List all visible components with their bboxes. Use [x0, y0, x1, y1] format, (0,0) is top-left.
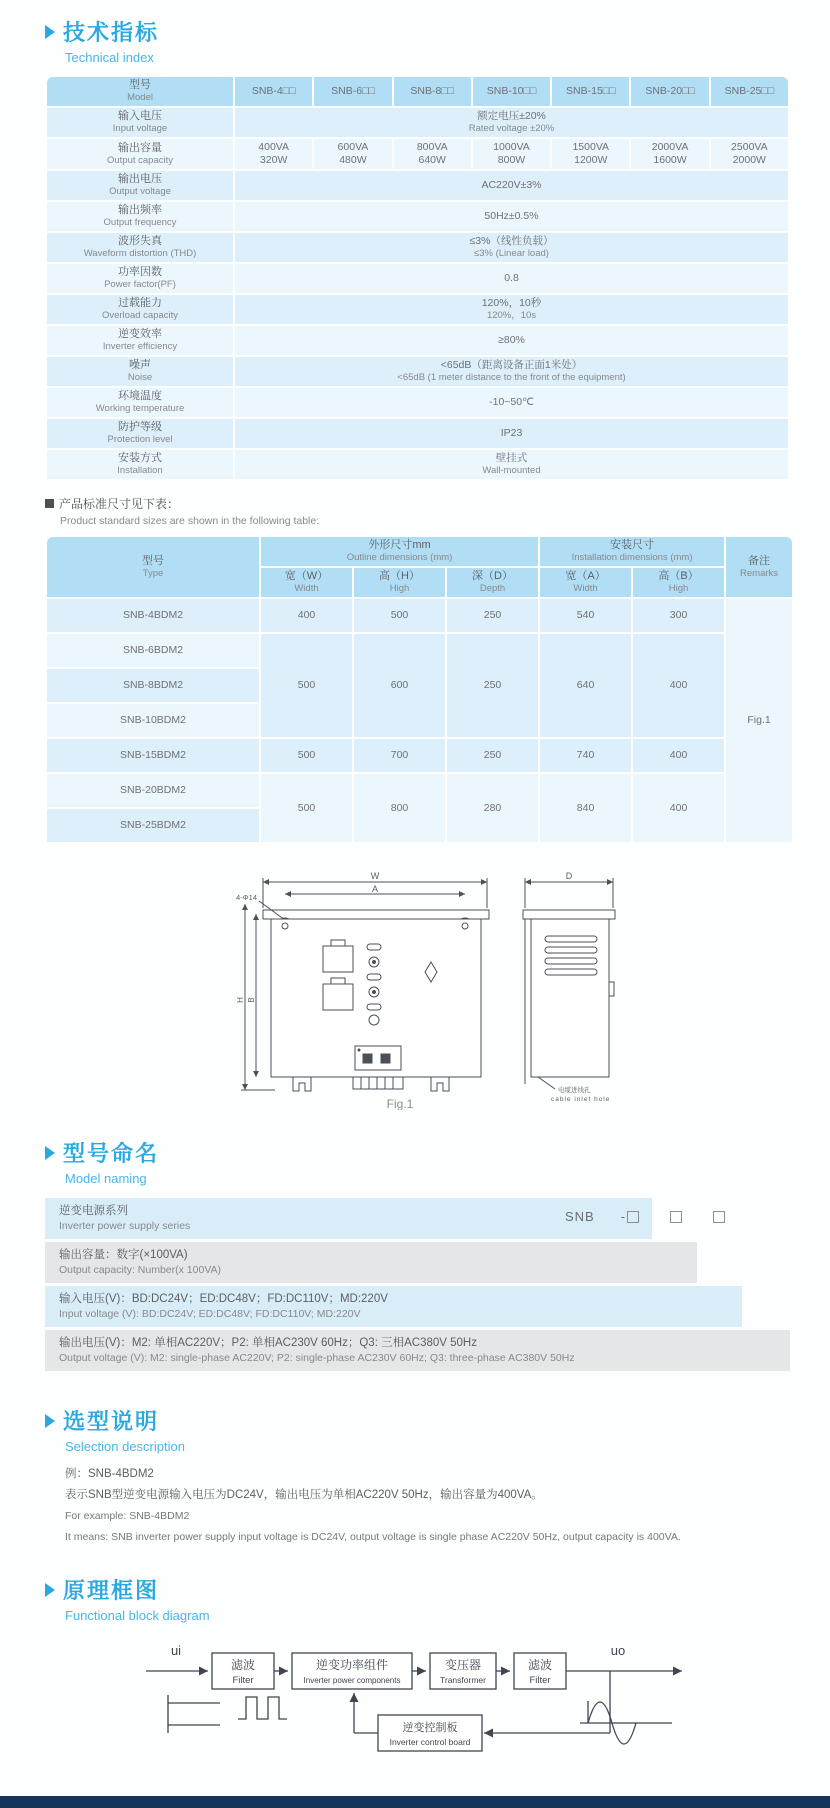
section-subtitle: Technical index [65, 50, 154, 65]
size-header-row-1 [47, 537, 792, 566]
capacity-w: 1200W [574, 154, 608, 166]
model-cell: SNB-15□□ [552, 77, 629, 106]
dim-cell: 800 [354, 774, 445, 842]
row-label-en: Inverter efficiency [102, 341, 178, 352]
block-diagram-svg [140, 1637, 720, 1777]
technical-section-header [45, 16, 790, 47]
col-header-h: 高（H） High [354, 568, 445, 597]
transformer-en: Transformer [440, 1675, 486, 1685]
block-diagram [140, 1637, 790, 1782]
selection-text [65, 1464, 790, 1548]
spec-table [45, 75, 790, 481]
spec-row-output-frequency [47, 202, 788, 231]
section-subtitle: Selection description [65, 1439, 185, 1454]
spec-row-output-voltage [47, 171, 788, 200]
model-cell: SNB-4□□ [235, 77, 312, 106]
capacity-va: 800VA [416, 141, 448, 153]
dim-a-label: A [371, 884, 379, 894]
size-header-type [47, 537, 259, 597]
dim-cell: 400 [633, 739, 724, 772]
size-row [47, 599, 792, 632]
row-value: <65dB（距离设备正面1米处） [440, 359, 583, 371]
section-arrow-icon [45, 1583, 55, 1597]
naming-row-capacity [45, 1242, 697, 1283]
cable-inlet-en: cable inlet hole [551, 1096, 611, 1103]
outline-label-zh: 外形尺寸mm [368, 539, 431, 551]
spec-row-noise [47, 357, 788, 386]
model-cell: SNB-6□□ [314, 77, 391, 106]
naming-row-zh: 输出电压(V)：M2: 单相AC220V；P2: 单相AC230V 60Hz；Q3: 三相AC380V 50Hz [59, 1337, 477, 1349]
type-cell: SNB-10BDM2 [47, 704, 259, 737]
row-label-en: Output capacity [106, 154, 173, 166]
outline-label-en: Outline dimensions (mm) [346, 552, 453, 563]
row-label-zh: 输入电压 [118, 110, 162, 122]
size-row [47, 634, 792, 667]
dim-cell: 540 [540, 599, 631, 632]
spec-row-input-voltage [47, 108, 788, 137]
capacity-w: 480W [339, 154, 367, 166]
code-prefix: SNB [565, 1209, 595, 1224]
dim-cell: 740 [540, 739, 631, 772]
code-dash: - [620, 1209, 626, 1224]
row-label-zh: 防护等级 [118, 421, 162, 433]
dim-cell: 600 [354, 634, 445, 737]
capacity-va: 600VA [337, 141, 369, 153]
row-label-zh: 环境温度 [118, 390, 162, 402]
naming-row-en: Inverter power supply series [59, 1220, 191, 1232]
spec-header-model [47, 77, 233, 106]
size-header-remarks [726, 537, 792, 597]
filter1-zh: 滤波 [230, 1658, 256, 1672]
naming-row-zh: 输入电压(V)：BD:DC24V；ED:DC48V；FD:DC110V；MD:220V [59, 1293, 388, 1305]
naming-row-series [45, 1198, 652, 1239]
row-value: ≤3%（线性负载） [469, 235, 554, 247]
code-slot-1 [595, 1209, 639, 1224]
spec-header-row [47, 77, 788, 106]
row-value: -10~50℃ [489, 396, 534, 408]
section-arrow-icon [45, 25, 55, 39]
dim-cell: 840 [540, 774, 631, 842]
size-header-install [540, 537, 724, 566]
dim-cell: 400 [261, 599, 352, 632]
type-cell: SNB-8BDM2 [47, 669, 259, 702]
dim-cell: 250 [447, 634, 538, 737]
col-header-a: 宽（A） Width [540, 568, 631, 597]
row-value: 0.8 [504, 272, 519, 284]
col-header-d: 深（D） Depth [447, 568, 538, 597]
capacity-va: 2500VA [731, 141, 768, 153]
naming-row-en: Output capacity: Number(x 100VA) [59, 1264, 222, 1276]
row-value: AC220V±3% [481, 179, 542, 191]
figure-1 [235, 870, 790, 1115]
row-value: 壁挂式 [495, 452, 528, 464]
naming-row-zh: 输出容量：数字(×100VA) [59, 1249, 188, 1261]
model-cell: SNB-8□□ [394, 77, 471, 106]
model-label-en: Model [127, 92, 153, 103]
spec-row-efficiency [47, 326, 788, 355]
figure-caption: Fig.1 [386, 1097, 414, 1110]
model-cell: SNB-10□□ [473, 77, 550, 106]
row-value: 120%，10秒 [481, 297, 542, 309]
capacity-va: 400VA [258, 141, 290, 153]
section-arrow-icon [45, 1146, 55, 1160]
model-label-zh: 型号 [129, 79, 151, 91]
capacity-va: 1500VA [572, 141, 610, 153]
col-header-b: 高（B） High [633, 568, 724, 597]
row-label-en: Noise [127, 372, 153, 383]
row-label-en: Power factor(PF) [104, 279, 176, 290]
remarks-cell: Fig.1 [726, 599, 792, 842]
cabinet-drawing [235, 870, 635, 1110]
row-label-en: Overload capacity [101, 310, 179, 321]
code-box-icon [670, 1211, 682, 1223]
model-code [565, 1209, 725, 1224]
row-value: IP23 [500, 427, 523, 439]
code-box-icon [627, 1211, 639, 1223]
capacity-w: 1600W [653, 154, 687, 166]
spec-row-power-factor [47, 264, 788, 293]
holes-label: 4-Φ14 [236, 893, 257, 902]
spec-row-output-capacity [47, 139, 788, 169]
dim-b-label: B [247, 997, 256, 1003]
naming-row-en: Output voltage (V): M2: single-phase AC220V; P2: single-phase AC230V 60Hz; Q3: three-phase AC380V 50Hz [59, 1352, 575, 1364]
block-input-label: ui [170, 1643, 182, 1658]
size-header-outline [261, 537, 538, 566]
naming-section [45, 1137, 790, 1371]
selection-line: It means: SNB inverter power supply input voltage is DC24V, output voltage is single phase AC220V 50Hz, output capacity is 400VA. [65, 1531, 681, 1543]
row-label-en: Input voltage [112, 123, 168, 134]
dim-cell: 250 [447, 739, 538, 772]
model-cell: SNB-20□□ [631, 77, 708, 106]
section-title: 技术指标 [63, 20, 160, 45]
row-label-en: Waveform distortion (THD) [83, 248, 197, 259]
selection-line: For example: SNB-4BDM2 [65, 1510, 190, 1522]
type-label-en: Type [142, 567, 164, 579]
row-value-en: 120%，10s [486, 310, 537, 321]
install-label-zh: 安装尺寸 [610, 539, 655, 551]
capacity-w: 640W [418, 154, 446, 166]
naming-row-zh: 逆变电源系列 [59, 1205, 128, 1217]
row-label-zh: 过载能力 [118, 297, 162, 309]
spec-row-thd [47, 233, 788, 262]
row-value-en: ≤3% (Linear load) [474, 248, 549, 259]
block-output-label: uo [610, 1643, 626, 1658]
spec-row-installation [47, 450, 788, 479]
type-cell: SNB-6BDM2 [47, 634, 259, 667]
naming-diagram [45, 1198, 790, 1371]
row-value-en: Rated voltage ±20% [468, 123, 555, 134]
selection-line: 表示SNB型逆变电源输入电压为DC24V，输出电压为单相AC220V 50Hz，输出容量为400VA。 [65, 1489, 543, 1501]
control-zh: 逆变控制板 [402, 1722, 458, 1734]
col-header-w: 宽（W） Width [261, 568, 352, 597]
page-footer-bar [0, 1796, 830, 1808]
row-value-en: <65dB (1 meter distance to the front of the equipment) [397, 372, 626, 383]
sizes-note-en: Product standard sizes are shown in the following table: [60, 515, 320, 527]
size-row [47, 739, 792, 772]
type-cell: SNB-15BDM2 [47, 739, 259, 772]
dim-cell: 500 [261, 774, 352, 842]
transformer-zh: 变压器 [444, 1658, 482, 1672]
install-label-en: Installation dimensions (mm) [571, 552, 693, 563]
row-label-zh: 功率因数 [118, 266, 162, 278]
dim-cell: 300 [633, 599, 724, 632]
sizes-note-zh-line [45, 495, 790, 512]
type-cell: SNB-25BDM2 [47, 809, 259, 842]
section-title: 原理框图 [63, 1578, 160, 1603]
naming-row-input-voltage [45, 1286, 742, 1327]
capacity-w: 320W [259, 154, 288, 166]
remarks-label-zh: 备注 [748, 554, 771, 567]
block-diagram-section [45, 1574, 790, 1782]
square-bullet-icon [45, 499, 54, 508]
filter2-zh: 滤波 [527, 1658, 553, 1672]
dim-cell: 280 [447, 774, 538, 842]
model-cell: SNB-25□□ [711, 77, 788, 106]
type-label-zh: 型号 [142, 554, 164, 567]
spec-row-temperature [47, 388, 788, 417]
spec-row-overload [47, 295, 788, 324]
dim-cell: 640 [540, 634, 631, 737]
control-en: Inverter control board [389, 1737, 471, 1747]
selection-line: 例：SNB-4BDM2 [65, 1468, 154, 1480]
type-cell: SNB-4BDM2 [47, 599, 259, 632]
dim-w-label: W [370, 871, 380, 881]
section-subtitle: Model naming [65, 1171, 147, 1186]
capacity-w: 2000W [732, 154, 766, 166]
naming-row-output-voltage [45, 1330, 790, 1371]
row-label-en: Output frequency [103, 217, 177, 228]
row-label-en: Output voltage [109, 186, 171, 197]
inverter-zh: 逆变功率组件 [315, 1658, 389, 1672]
size-table [45, 535, 794, 844]
dim-cell: 400 [633, 634, 724, 737]
cable-inlet-zh: 电缆进线孔 [558, 1087, 591, 1094]
dim-cell: 500 [261, 634, 352, 737]
row-value: ≥80% [498, 334, 525, 346]
remarks-label-en: Remarks [740, 567, 779, 579]
filter1-en: Filter [232, 1675, 254, 1686]
naming-row-en: Input voltage (V): BD:DC24V; ED:DC48V; FD:DC110V; MD:220V [59, 1308, 361, 1320]
row-label-zh: 噪声 [129, 359, 151, 371]
section-subtitle: Functional block diagram [65, 1608, 210, 1623]
row-label-zh: 逆变效率 [118, 328, 162, 340]
capacity-va: 1000VA [493, 141, 530, 153]
row-label-zh: 输出容量 [118, 141, 162, 154]
row-label-zh: 输出频率 [118, 204, 162, 216]
dim-cell: 500 [354, 599, 445, 632]
dim-cell: 500 [261, 739, 352, 772]
row-label-zh: 安装方式 [118, 452, 162, 464]
row-label-en: Installation [117, 465, 163, 476]
sizes-note-zh: 产品标准尺寸见下表： [59, 497, 180, 511]
dim-cell: 250 [447, 599, 538, 632]
row-label-en: Protection level [107, 434, 173, 445]
dim-h-label: H [236, 997, 245, 1003]
row-value: 50Hz±0.5% [484, 210, 539, 222]
capacity-w: 800W [497, 154, 526, 166]
row-label-en: Working temperature [95, 403, 185, 414]
capacity-va: 2000VA [651, 141, 689, 153]
type-cell: SNB-20BDM2 [47, 774, 259, 807]
row-label-zh: 波形失真 [118, 235, 162, 247]
dim-cell: 400 [633, 774, 724, 842]
inverter-en: Inverter power components [303, 1676, 401, 1685]
selection-section [45, 1405, 790, 1548]
sizes-note [45, 495, 790, 527]
filter2-en: Filter [529, 1675, 551, 1686]
dim-d-label: D [565, 871, 573, 881]
section-title: 选型说明 [63, 1409, 160, 1434]
section-arrow-icon [45, 1414, 55, 1428]
row-value: 额定电压±20% [477, 110, 546, 122]
size-row [47, 774, 792, 807]
row-label-zh: 输出电压 [118, 173, 162, 185]
code-box-icon [713, 1211, 725, 1223]
dim-cell: 700 [354, 739, 445, 772]
section-title: 型号命名 [63, 1141, 160, 1166]
row-value-en: Wall-mounted [482, 465, 541, 476]
spec-row-protection [47, 419, 788, 448]
